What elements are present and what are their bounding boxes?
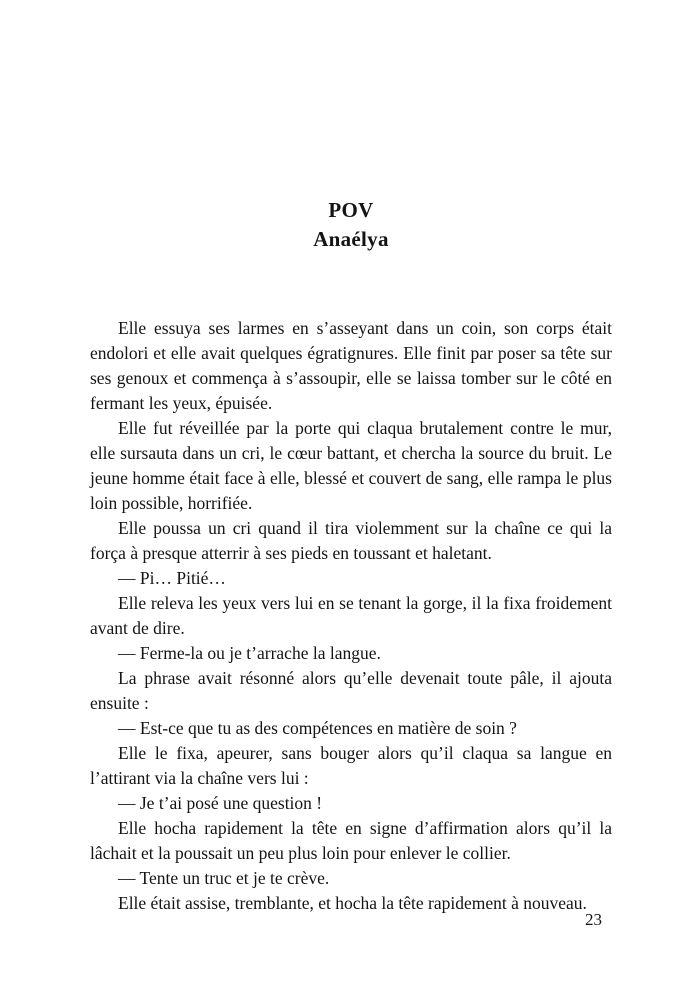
paragraph: — Ferme-la ou je t’arrache la langue. xyxy=(118,643,381,663)
paragraph: Elle essuya ses larmes en s’asseyant dans un coin, son corps était endolori et elle avait quelques égratignures. Elle finit par poser sa tête sur ses genoux et commença à s’assoupir, elle se laissa tomber sur le côté en fermant les yeux, épuisée. xyxy=(90,318,612,413)
chapter-title-line1: POV xyxy=(328,198,374,222)
paragraph: — Pi… Pitié… xyxy=(118,568,226,588)
paragraph: — Tente un truc et je te crève. xyxy=(118,868,330,888)
paragraph: — Est-ce que tu as des compétences en matière de soin ? xyxy=(118,718,517,738)
page-body xyxy=(90,316,612,916)
page-number: 23 xyxy=(585,910,602,929)
paragraph: La phrase avait résonné alors qu’elle devenait toute pâle, il ajouta ensuite : xyxy=(90,668,612,713)
paragraph: Elle hocha rapidement la tête en signe d’affirmation alors qu’il la lâchait et la poussait un peu plus loin pour enlever le collier. xyxy=(90,818,612,863)
page-content xyxy=(90,196,612,916)
paragraph: Elle fut réveillée par la porte qui claqua brutalement contre le mur, elle sursauta dans un cri, le cœur battant, et chercha la source du bruit. Le jeune homme était face à elle, blessé et couvert de sang, elle rampa le plus loin possible, horrifiée. xyxy=(90,418,612,513)
paragraph: Elle le fixa, apeurer, sans bouger alors qu’il claqua sa langue en l’attirant via la chaîne vers lui : xyxy=(90,743,612,788)
paragraph: — Je t’ai posé une question ! xyxy=(118,793,323,813)
paragraph: Elle releva les yeux vers lui en se tenant la gorge, il la fixa froidement avant de dire. xyxy=(90,593,612,638)
paragraph: Elle poussa un cri quand il tira violemment sur la chaîne ce qui la força à presque atterrir à ses pieds en toussant et haletant. xyxy=(90,518,612,563)
paragraph: Elle était assise, tremblante, et hocha la tête rapidement à nouveau. xyxy=(118,893,587,913)
chapter-title xyxy=(90,196,612,254)
chapter-title-line2: Anaélya xyxy=(313,227,389,251)
